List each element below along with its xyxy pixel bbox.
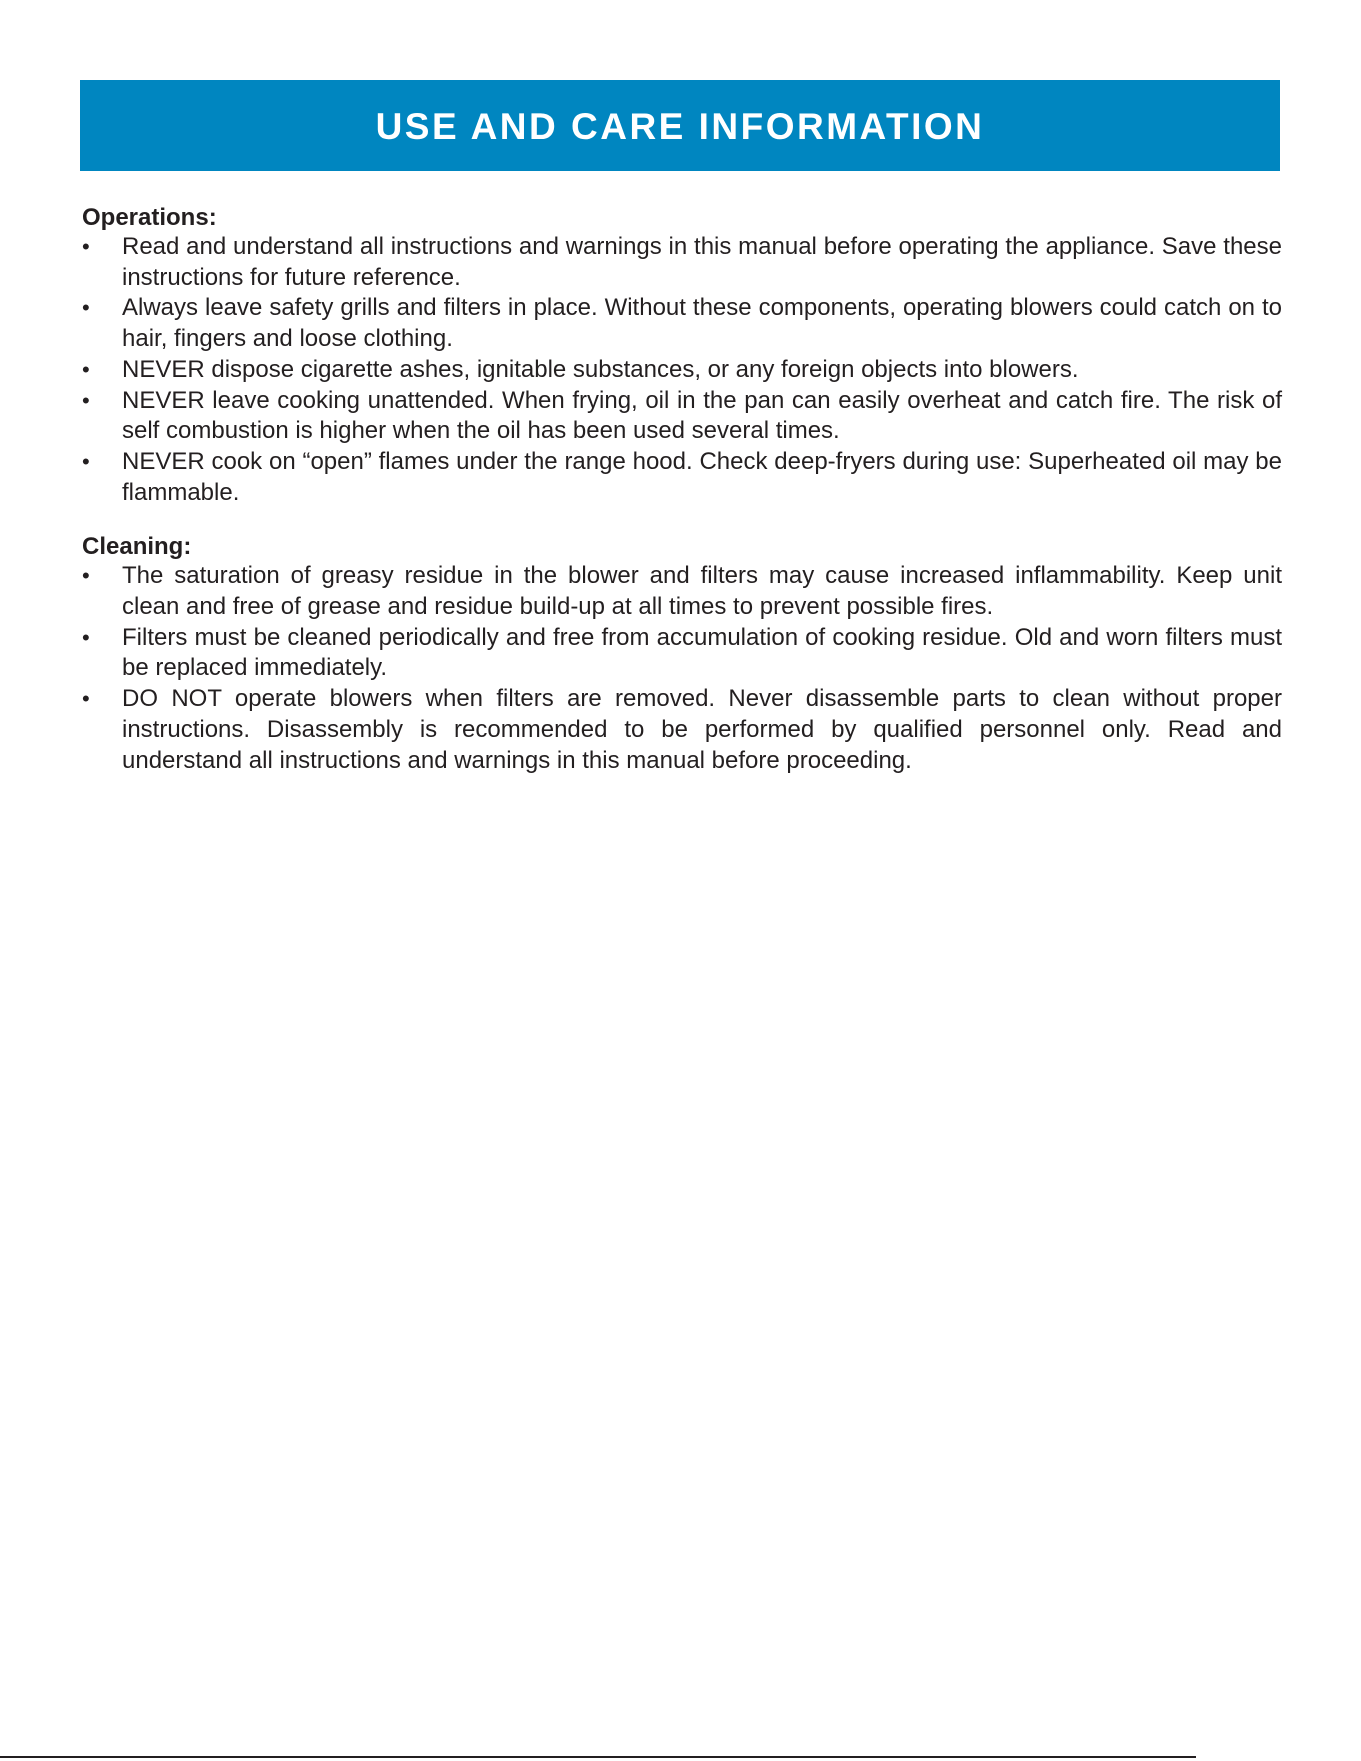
list-item	[82, 355, 1282, 386]
list-item	[82, 561, 1282, 622]
bullet-list	[82, 232, 1282, 508]
list-item	[82, 447, 1282, 508]
section-cleaning	[82, 531, 1282, 776]
list-item	[82, 623, 1282, 684]
list-item-text: The saturation of greasy residue in the blower and filters may cause increased inflammability. Keep unit clean and free of grease and residue build-up at all times to prevent possible fires.	[122, 562, 1282, 621]
bullet-icon: •	[82, 448, 90, 474]
bullet-icon: •	[82, 295, 90, 321]
list-item-text: NEVER dispose cigarette ashes, ignitable substances, or any foreign objects into blowers.	[122, 355, 1079, 383]
page-content	[82, 202, 1282, 799]
list-item-text: DO NOT operate blowers when filters are removed. Never disassemble parts to clean without proper instructions. Disassembly is recommended to be performed by qualified personnel only. Read and understand all instructions and warnings in this manual before proceeding.	[122, 685, 1282, 774]
page-title: USE AND CARE INFORMATION	[375, 105, 985, 147]
footer-divider	[0, 1756, 1196, 1758]
list-item-text: Read and understand all instructions and warnings in this manual before operating the appliance. Save these instructions for future reference.	[122, 233, 1282, 291]
list-item-text: NEVER leave cooking unattended. When frying, oil in the pan can easily overheat and catch fire. The risk of self combustion is higher when the oil has been used several times.	[122, 386, 1282, 445]
list-item	[82, 684, 1282, 776]
bullet-icon: •	[82, 624, 90, 650]
bullet-list	[82, 561, 1282, 776]
list-item	[82, 232, 1282, 293]
bullet-icon: •	[82, 234, 90, 259]
list-item	[82, 386, 1282, 447]
bullet-icon: •	[82, 387, 90, 413]
section-operations	[82, 202, 1282, 508]
list-item-text: Always leave safety grills and filters in place. Without these components, operating blowers could catch on to hair, fingers and loose clothing.	[122, 294, 1282, 353]
bullet-icon: •	[82, 563, 90, 589]
page-header-banner	[80, 80, 1280, 171]
section-heading: Cleaning:	[82, 533, 192, 561]
bullet-icon: •	[82, 686, 90, 712]
section-heading: Operations:	[82, 204, 217, 231]
list-item-text: NEVER cook on “open” flames under the range hood. Check deep-fryers during use: Superheated oil may be flammable.	[122, 447, 1282, 506]
list-item-text: Filters must be cleaned periodically and free from accumulation of cooking residue. Old and worn filters must be replaced immediately.	[122, 623, 1282, 682]
list-item	[82, 293, 1282, 354]
bullet-icon: •	[82, 356, 90, 382]
